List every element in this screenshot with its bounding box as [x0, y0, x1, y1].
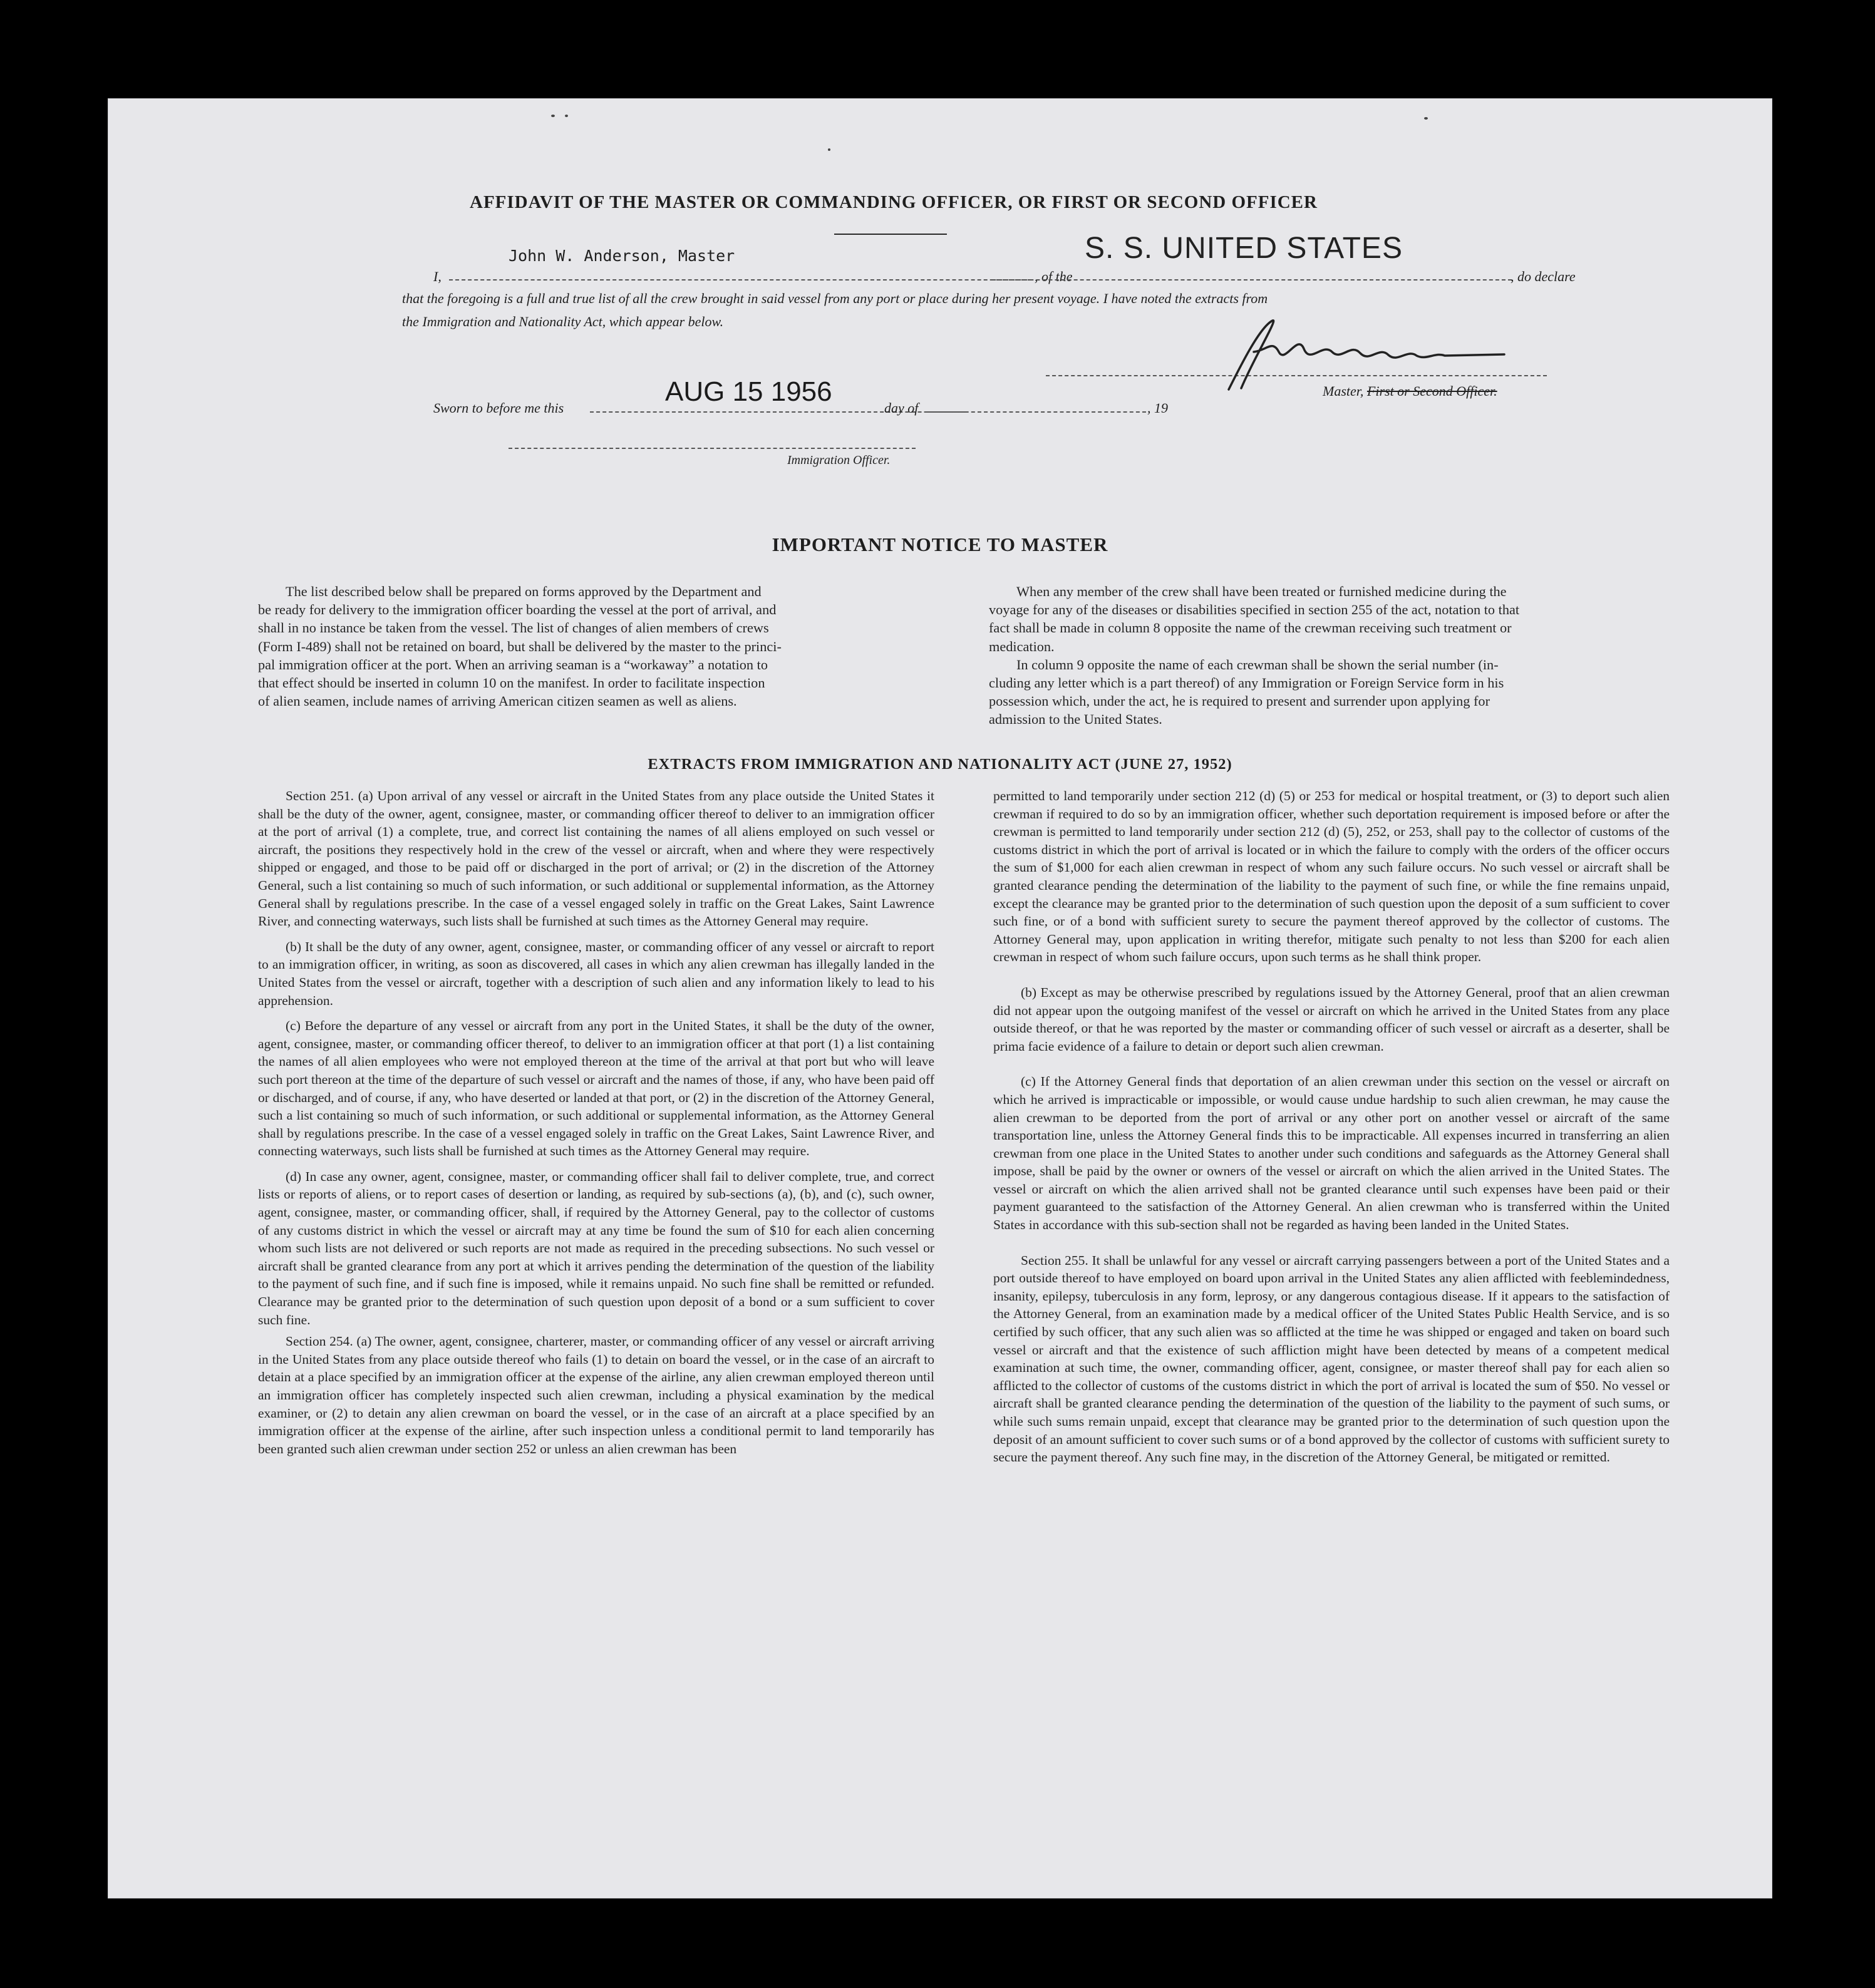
notice-line: When any member of the crew shall have been treated or furnished medicine during the	[1016, 584, 1507, 599]
day-of-label: day of	[884, 400, 919, 416]
title-divider	[834, 234, 947, 235]
year-label: , 19	[1147, 400, 1168, 416]
punch-hole	[1775, 1759, 1804, 1788]
of-the-label: , of the	[1035, 269, 1073, 284]
vessel-field	[992, 279, 1512, 281]
declarant-name: John W. Anderson, Master	[509, 247, 735, 265]
section-254-c: (c) If the Attorney General finds that deportation of an alien crewman under this section on the vessel or aircraft on which he arrived is impracticable or impossible, or would cause undue hardship to such alien crewman, he may cause the alien crewman to be deported from the port of arrival or any other port on another vessel or aircraft of the same transportation line, unless the Attorney General finds this to be impracticable. All expenses incurred in transferring an alien crewman from one place in the United States to another under such conditions and safeguards as the Attorney General shall impose, shall be paid by the owner or owners of the vessel or aircraft on which the alien arrived in the United States. The vessel or aircraft on which the alien arrived shall not be granted clearance until such expenses have been paid or their payment guaranteed to the satisfaction of the Attorney General. An alien crewman who is transferred within the United States in accordance with this sub-section shall not be regarded as having been landed in the United States.	[993, 1074, 1670, 1233]
sworn-date-stamp: AUG 15 1956	[665, 376, 832, 407]
statement-line-1: that the foregoing is a full and true list of all the crew brought in said vessel from any port or place during her present voyage. I have noted the extracts from	[402, 291, 1268, 306]
section-254-a-cont: permitted to land temporarily under section 212 (d) (5) or 253 for medical or hospital treatment, or (3) to deport such alien crewman if required to do so by an immigration officer, whether such deportation requirement is imposed before or after the crewman is permitted to land temporarily under section 212 (d) (5), 252, or 253, shall pay to the collector of customs of the customs district in which the port of arrival is located or in which the failure to comply with the orders of the officer occurs the sum of $1,000 for each alien crewman in respect of whom any such failure occurs. No such vessel or aircraft shall be granted clearance pending the determination of the liability to the payment of such fine, or while the fine remains unpaid, except the clearance may be granted prior to the determination of such question upon the deposit of a sum sufficient to cover such fine, or of a bond with sufficient surety to secure the payment thereof approved by the collector of customs. The Attorney General may, upon application in writing therefor, mitigate such penalty to not less than $200 for each alien crewman in respect of whom such failure occurs, upon such terms as he shall think proper.	[993, 788, 1670, 965]
punch-hole	[1775, 265, 1804, 294]
notice-line: The list described below shall be prepared on forms approved by the Department and	[286, 584, 762, 599]
i-label: I,	[433, 269, 442, 284]
scan-speck	[1424, 117, 1428, 120]
scan-speck	[551, 115, 555, 117]
declarant-field	[449, 279, 1031, 281]
sworn-label: Sworn to before me this	[433, 400, 564, 416]
section-255: Section 255. It shall be unlawful for any vessel or aircraft carrying passengers between a port of the United States and a port outside thereof to have employed on board upon arrival in the United States any alien afflicted with feeblemindedness, insanity, epilepsy, tuberculosis in any form, leprosy, or any dangerous contagious disease. If it appears to the satisfaction of the Attorney General, from an examination made by a medical officer of the United States Public Health Service, and is so certified by such officer, that any such alien was so afflicted at the time he was shipped or engaged and taken on board such vessel or aircraft and that the existence of such affliction might have been detected by means of a competent medical examination at such time, the owner, commanding officer, agent, consignee, or master thereof shall pay for each alien so afflicted to the collector of customs of the customs district in which the port of arrival is located the sum of $50. No vessel or aircraft shall be granted clearance pending the determination of the question of the liability to the payment of such sums, or while such sums remain unpaid, except that clearance may be granted prior to the determination of such question upon the deposit of an amount sufficient to cover such sums or of a bond approved by the collector of customs with sufficient surety to secure the payment thereof. Any such fine may, in the discretion of the Attorney General, be mitigated or remitted.	[993, 1252, 1670, 1465]
punch-hole	[1775, 648, 1804, 677]
notice-line: (Form I-489) shall not be retained on board, but shall be delivered by the master to the princi-	[258, 638, 782, 654]
section-251-b: (b) It shall be the duty of any owner, agent, consignee, master, or commanding officer of any vessel or aircraft to report to an immigration officer, in writing, as soon as discovered, all cases in which any alien crewman has illegally landed in the United States from the vessel or aircraft, together with a description of such alien and any information likely to lead to his apprehension.	[258, 939, 934, 1008]
extracts-left-column	[258, 787, 934, 1458]
notice-title: IMPORTANT NOTICE TO MASTER	[772, 533, 1108, 555]
scan-speck	[565, 115, 568, 117]
punch-hole	[1775, 1284, 1804, 1312]
notice-line: fact shall be made in column 8 opposite the name of the crewman receiving such treatment or	[989, 620, 1512, 636]
month-field	[927, 411, 1146, 413]
notice-line: In column 9 opposite the name of each crewman shall be shown the serial number (in-	[1016, 656, 1499, 672]
notice-line: be ready for delivery to the immigration officer boarding the vessel at the port of arrival, and	[258, 602, 777, 618]
notice-line: possession which, under the act, he is required to present and surrender upon applying for	[989, 693, 1490, 709]
immigration-officer-label: Immigration Officer.	[787, 453, 891, 467]
notice-right-column	[989, 582, 1665, 729]
section-254-a: Section 254. (a) The owner, agent, consignee, charterer, master, or commanding officer of any vessel or aircraft arriving in the United States from any place outside thereof who fails (1) to detain on board the vessel, or in the case of an aircraft to detain at a place specified by an immigration officer at the expense of the airline, any alien crewman employed thereon until an immigration officer has completely inspected such alien crewman, including a physical examination by the medical examiner, or (2) to detain any alien crewman on board the vessel, or in the case of an aircraft at a place specified by an immigration officer at the expense of the airline, after such inspection unless a conditional permit to land temporarily has been granted such alien crewman under section 252 or unless an alien crewman has been	[258, 1334, 934, 1456]
section-251-c: (c) Before the departure of any vessel or aircraft from any port in the United States, it shall be the duty of the owner, agent, consignee, master, or commanding officer thereof, to deliver to an immigration officer at that port (1) a list containing the names of all alien employees who were not employed thereon at the time of the arrival at that port but who will leave such port thereon at the time of the departure of such vessel or aircraft and the names of those, if any, who have been paid off or discharged, and of course, if any, who have deserted or landed at that port, or (2) in the discretion of the Attorney General, such a list containing so much of such information, or such additional or supplemental information, as the Attorney General shall by regulations prescribe. In the case of a vessel engaged solely in traffic on the Great Lakes, Saint Lawrence River, and connecting waterways, such lists shall be furnished at such times as the Attorney General may require.	[258, 1018, 934, 1159]
struck-officer-text: First or Second Officer.	[1366, 383, 1497, 399]
notice-line: admission to the United States.	[989, 711, 1162, 728]
notice-line: that effect should be inserted in column 10 on the manifest. In order to facilitate inspection	[258, 675, 765, 691]
notice-line: cluding any letter which is a part thereof) of any Immigration or Foreign Service form in his	[989, 675, 1504, 691]
notice-line: shall in no instance be taken from the vessel. The list of changes of alien members of crews	[258, 620, 769, 636]
master-text: Master,	[1323, 383, 1364, 399]
notice-line: pal immigration officer at the port. When an arriving seaman is a “workaway” a notation to	[258, 656, 768, 672]
do-declare-label: , do declare	[1511, 269, 1576, 284]
punch-hole	[1775, 746, 1804, 775]
notice-line: voyage for any of the diseases or disabilities specified in section 255 of the act, notation to that	[989, 602, 1520, 618]
affidavit-title: AFFIDAVIT OF THE MASTER OR COMMANDING OFFICER, OR FIRST OR SECOND OFFICER	[470, 192, 1318, 212]
section-254-b: (b) Except as may be otherwise prescribed by regulations issued by the Attorney General, proof that an alien crewman did not appear upon the outgoing manifest of the vessel or aircraft on which he arrived in the United States from any place outside thereof, or that he was reported by the master or commanding officer of such vessel or aircraft as a deserter, shall be prima facie evidence of a failure to detain or deport such alien crewman.	[993, 984, 1670, 1054]
immigration-officer-line	[509, 448, 916, 449]
notice-line: of alien seamen, include names of arriving American citizen seamen as well as aliens.	[258, 693, 737, 709]
punch-hole	[1775, 1382, 1804, 1411]
punch-hole	[1775, 364, 1804, 393]
section-251-d: (d) In case any owner, agent, consignee, master, or commanding officer shall fail to deliver complete, true, and correct lists or reports of aliens, or to report cases of desertion or landing, as required by sub-sections (a), (b), and (c), such owner, agent, consignee, master, or commanding officer, shall, if required by the Attorney General, pay to the collector of customs of any customs district in which the vessel or aircraft may at any time be found the sum of $10 for each alien concerning whom such lists are not delivered or such reports are not made as required in the preceding subsections. No such vessel or aircraft shall be granted clearance from any port at which it arrives pending the determination of the question of the liability to the payment of such fine, and if such fine is imposed, while it remains unpaid. No such fine shall be remitted or refunded. Clearance may be granted prior to the determination of such question upon deposit of a bond or a sum sufficient to cover such fine.	[258, 1168, 934, 1327]
section-251-a: Section 251. (a) Upon arrival of any vessel or aircraft in the United States from any place outside the United States it shall be the duty of the owner, agent, consignee, master, or commanding officer thereof to deliver to an immigration officer at the port of arrival (1) a complete, true, and correct list containing the names of all aliens employed on such vessel or aircraft, the positions they respectively hold in the crew of the vessel or aircraft, when and where they were respectively shipped or engaged, and those to be paid off or discharged in the port of arrival; or (2) in the discretion of the Attorney General, such a list containing so much of such information, or such additional or supplemental information, as the Attorney General shall by regulations prescribe. In the case of a vessel engaged solely in traffic on the Great Lakes, Saint Lawrence River, and connecting waterways, such lists shall be furnished at such times as the Attorney General may require.	[258, 788, 934, 929]
notice-line: medication.	[989, 638, 1055, 654]
master-label	[1323, 383, 1497, 399]
notice-left-column	[258, 582, 934, 710]
document-page	[108, 98, 1772, 1898]
extracts-title: EXTRACTS FROM IMMIGRATION AND NATIONALITY ACT (JUNE 27, 1952)	[648, 756, 1232, 773]
scan-speck	[828, 148, 830, 151]
extracts-right-column	[993, 787, 1670, 1466]
punch-hole	[1775, 1661, 1804, 1689]
statement-line-2: the Immigration and Nationality Act, which appear below.	[402, 314, 724, 329]
vessel-name: S. S. UNITED STATES	[1085, 232, 1403, 265]
